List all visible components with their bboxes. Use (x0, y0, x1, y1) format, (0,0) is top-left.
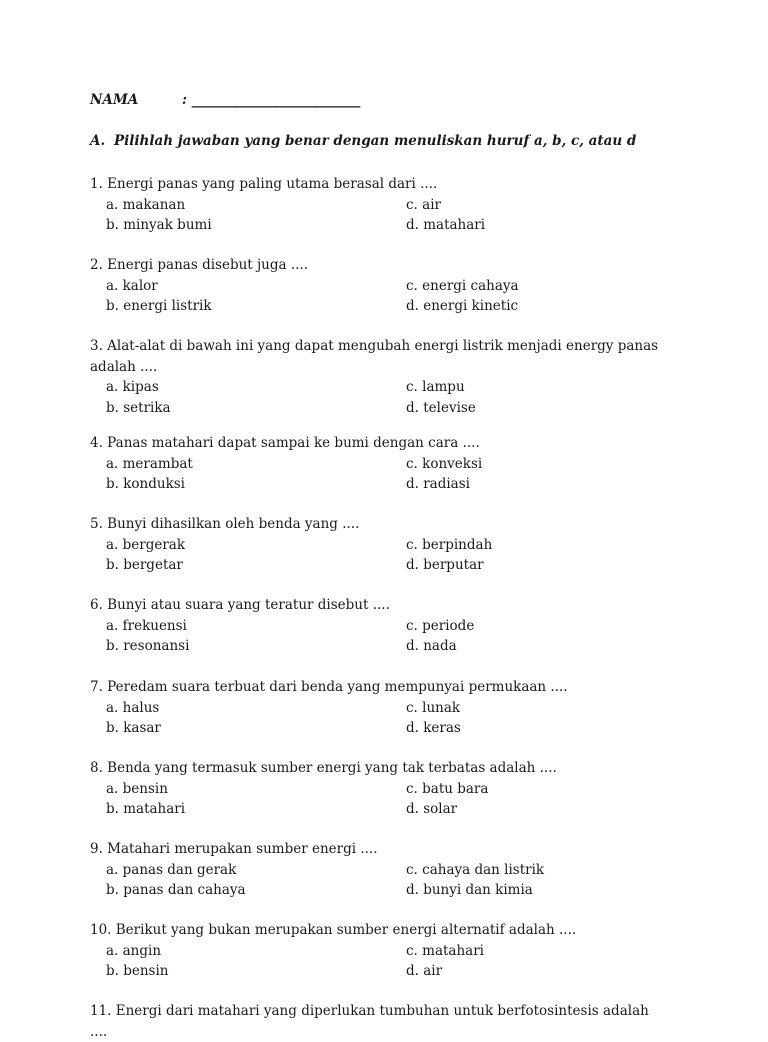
question-options (90, 941, 670, 982)
question-11 (90, 1001, 670, 1042)
question-9 (90, 839, 670, 901)
option-d: d. matahari (406, 217, 486, 233)
question-options (90, 454, 670, 495)
question-options (90, 535, 670, 576)
option-d: d. energi kinetic (406, 298, 519, 314)
option-d: d. nada (406, 638, 457, 654)
option-b: b. setrika (106, 399, 171, 416)
question-7 (90, 677, 670, 739)
option-c: c. matahari (406, 942, 484, 959)
option-d: d. keras (406, 720, 461, 736)
question-stem: 3. Alat-alat di bawah ini yang dapat mengubah energi listrik menjadi energy panas adalah .... (90, 338, 659, 375)
option-b: b. konduksi (106, 476, 185, 492)
section-letter: A. (90, 133, 106, 149)
option-a: a. bergerak (106, 536, 186, 553)
option-c: c. batu bara (406, 780, 489, 797)
option-c: c. lunak (406, 699, 461, 716)
question-options (90, 779, 670, 820)
option-d: d. radiasi (406, 476, 470, 492)
question-stem: 4. Panas matahari dapat sampai ke bumi dengan cara .... (90, 435, 480, 451)
option-b: b. matahari (106, 801, 186, 817)
question-1 (90, 174, 670, 236)
question-stem: 1. Energi panas yang paling utama berasal dari .... (90, 176, 438, 192)
option-d: d. solar (406, 801, 458, 817)
option-b: b. bensin (106, 963, 169, 979)
option-c: c. berpindah (406, 536, 493, 553)
name-field-row (90, 92, 360, 108)
name-blank-line: : _________________________ (182, 92, 361, 108)
question-3 (90, 336, 670, 418)
option-b: b. resonansi (106, 638, 190, 654)
option-a: a. kipas (106, 379, 159, 395)
option-a: a. kalor (106, 277, 158, 294)
question-stem: 6. Bunyi atau suara yang teratur disebut .... (90, 597, 390, 613)
option-b: b. kasar (106, 720, 161, 736)
option-b: b. energi listrik (106, 298, 212, 314)
question-5 (90, 514, 670, 576)
option-d: d. televise (406, 399, 476, 416)
question-options (90, 860, 670, 901)
option-c: c. konveksi (406, 455, 483, 472)
option-b: b. panas dan cahaya (106, 882, 246, 898)
option-b: b. minyak bumi (106, 217, 212, 233)
section-instruction-text: Pilihlah jawaban yang benar dengan menuliskan huruf a, b, c, atau d (114, 133, 637, 149)
option-c: c. cahaya dan listrik (406, 861, 545, 878)
option-a: a. bensin (106, 780, 168, 797)
question-stem: 9. Matahari merupakan sumber energi .... (90, 841, 378, 857)
question-stem: 8. Benda yang termasuk sumber energi yang tak terbatas adalah .... (90, 760, 557, 776)
question-stem: 5. Bunyi dihasilkan oleh benda yang .... (90, 516, 360, 532)
question-stem: 7. Peredam suara terbuat dari benda yang mempunyai permukaan .... (90, 679, 568, 695)
question-stem: 2. Energi panas disebut juga .... (90, 257, 309, 273)
option-c: c. energi cahaya (406, 277, 519, 294)
option-a: a. merambat (106, 455, 193, 472)
option-d: d. berputar (406, 557, 484, 573)
section-instruction (90, 133, 636, 149)
option-a: a. panas dan gerak (106, 861, 237, 878)
option-d: d. bunyi dan kimia (406, 882, 533, 898)
option-b: b. bergetar (106, 557, 183, 573)
option-a: a. angin (106, 942, 162, 959)
option-a: a. makanan (106, 196, 186, 213)
question-stem: 10. Berikut yang bukan merupakan sumber energi alternatif adalah .... (90, 922, 577, 938)
question-4 (90, 433, 670, 495)
question-stem: 11. Energi dari matahari yang diperlukan tumbuhan untuk berfotosintesis adalah .... (90, 1003, 649, 1040)
option-a: a. halus (106, 699, 160, 716)
name-label: NAMA (90, 92, 139, 108)
option-d: d. air (406, 963, 443, 979)
question-10 (90, 920, 670, 982)
question-options (90, 698, 670, 739)
question-2 (90, 255, 670, 317)
question-options (90, 276, 670, 317)
question-options (90, 616, 670, 657)
question-6 (90, 595, 670, 657)
question-8 (90, 758, 670, 820)
option-c: c. air (406, 196, 441, 213)
question-options (90, 377, 670, 418)
option-a: a. frekuensi (106, 617, 187, 634)
option-c: c. lampu (406, 379, 465, 395)
question-options (90, 195, 670, 236)
option-c: c. periode (406, 617, 475, 634)
